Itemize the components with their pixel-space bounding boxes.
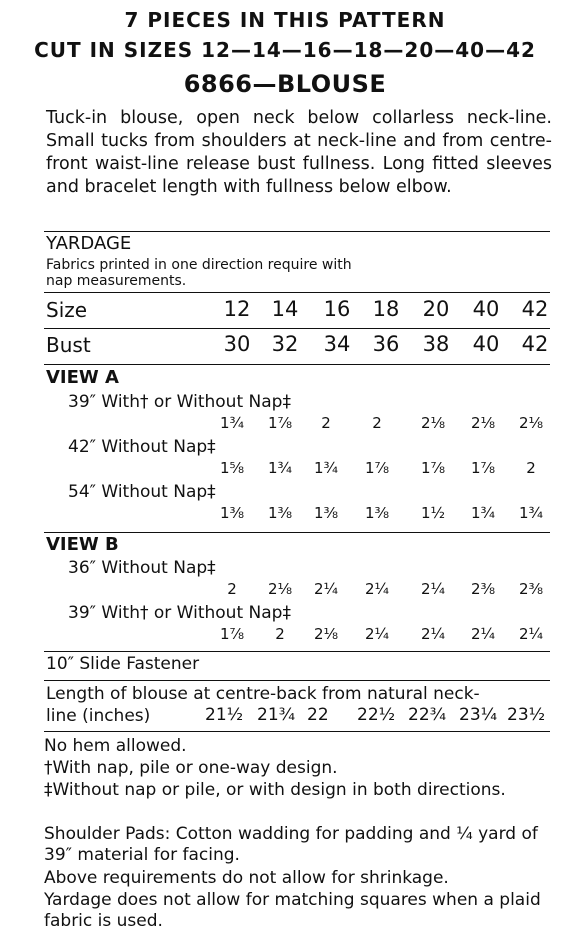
divider bbox=[44, 651, 550, 652]
yardage-cell: 2⅜ bbox=[518, 580, 544, 598]
size-cell: 20 bbox=[422, 297, 450, 321]
pattern-description: Tuck-in blouse, open neck below collarless neck-line. Small tucks from shoulders at neck-line and from centre-front waist-line release bust fullness. Long fitted sleeves and bracelet length with fullness below elbow. bbox=[46, 108, 552, 197]
yardage-cell: 2¼ bbox=[518, 625, 544, 643]
fabric-label: 42″ Without Nap‡ bbox=[68, 437, 216, 457]
length-label-line1: Length of blouse at centre-back from natural neck- bbox=[46, 684, 480, 704]
yardage-cell: 1⅞ bbox=[470, 459, 496, 477]
yardage-cell: 2⅛ bbox=[420, 414, 446, 432]
view-a-title: VIEW A bbox=[46, 367, 119, 388]
yardage-cell: 1⅜ bbox=[313, 504, 339, 522]
length-value: 22 bbox=[307, 705, 329, 725]
length-value: 23½ bbox=[507, 705, 546, 725]
yardage-cell: 1⅞ bbox=[267, 414, 293, 432]
length-value: 22¾ bbox=[408, 705, 447, 725]
yardage-cell: 2 bbox=[372, 414, 382, 432]
yardage-cell: 2 bbox=[227, 580, 237, 598]
yardage-cell: 2¼ bbox=[420, 625, 446, 643]
note-no-hem: No hem allowed. bbox=[44, 736, 187, 756]
bust-cell: 42 bbox=[521, 332, 549, 356]
length-value: 23¼ bbox=[459, 705, 498, 725]
fabric-label: 39″ With† or Without Nap‡ bbox=[68, 392, 291, 412]
note-without-nap: ‡Without nap or pile, or with design in both directions. bbox=[44, 780, 506, 800]
yardage-cell: 1⅞ bbox=[420, 459, 446, 477]
bust-cell: 30 bbox=[223, 332, 251, 356]
size-cell: 16 bbox=[323, 297, 351, 321]
length-value: 21½ bbox=[205, 705, 244, 725]
yardage-cell: 1⅞ bbox=[364, 459, 390, 477]
bust-cell: 40 bbox=[472, 332, 500, 356]
yardage-cell: 1¾ bbox=[219, 414, 245, 432]
yardage-cell: 2⅛ bbox=[470, 414, 496, 432]
yardage-cell: 1¾ bbox=[313, 459, 339, 477]
length-value: 21¾ bbox=[257, 705, 296, 725]
slide-fastener: 10″ Slide Fastener bbox=[46, 654, 200, 674]
yardage-cell: 2¼ bbox=[313, 580, 339, 598]
yardage-cell: 2 bbox=[526, 459, 536, 477]
yardage-cell: 2 bbox=[321, 414, 331, 432]
size-cell: 42 bbox=[521, 297, 549, 321]
yardage-cell: 2¼ bbox=[364, 625, 390, 643]
yardage-cell: 1⅜ bbox=[219, 504, 245, 522]
fabric-label: 39″ With† or Without Nap‡ bbox=[68, 603, 291, 623]
length-value: 22½ bbox=[357, 705, 396, 725]
yardage-cell: 2¼ bbox=[470, 625, 496, 643]
yardage-cell: 1¾ bbox=[518, 504, 544, 522]
size-cell: 18 bbox=[372, 297, 400, 321]
fabric-label: 54″ Without Nap‡ bbox=[68, 482, 216, 502]
yardage-cell: 1⅜ bbox=[267, 504, 293, 522]
fabric-label: 36″ Without Nap‡ bbox=[68, 558, 216, 578]
yardage-cell: 2⅜ bbox=[470, 580, 496, 598]
bust-label: Bust bbox=[46, 333, 91, 357]
yardage-note: Fabrics printed in one direction require with nap measurements. bbox=[46, 257, 352, 289]
yardage-cell: 1⅜ bbox=[364, 504, 390, 522]
bust-cell: 32 bbox=[271, 332, 299, 356]
yardage-cell: 2⅛ bbox=[313, 625, 339, 643]
yardage-cell: 1¾ bbox=[470, 504, 496, 522]
divider bbox=[44, 231, 550, 232]
divider bbox=[44, 680, 550, 681]
yardage-cell: 1½ bbox=[420, 504, 446, 522]
bust-cell: 38 bbox=[422, 332, 450, 356]
note-shrinkage: Above requirements do not allow for shrinkage. bbox=[44, 868, 449, 888]
size-cell: 12 bbox=[223, 297, 251, 321]
view-b-title: VIEW B bbox=[46, 534, 119, 555]
size-cell: 40 bbox=[472, 297, 500, 321]
yardage-cell: 2⅛ bbox=[518, 414, 544, 432]
divider bbox=[44, 731, 550, 732]
yardage-cell: 2⅛ bbox=[267, 580, 293, 598]
note-plaid: Yardage does not allow for matching squares when a plaid fabric is used. bbox=[44, 890, 541, 931]
yardage-cell: 2¼ bbox=[364, 580, 390, 598]
yardage-cell: 1⅞ bbox=[219, 625, 245, 643]
yardage-cell: 1⅝ bbox=[219, 459, 245, 477]
yardage-cell: 2 bbox=[275, 625, 285, 643]
yardage-title: YARDAGE bbox=[46, 233, 132, 254]
note-with-nap: †With nap, pile or one-way design. bbox=[44, 758, 338, 778]
length-label-line2: line (inches) bbox=[46, 706, 151, 726]
yardage-cell: 2¼ bbox=[420, 580, 446, 598]
divider bbox=[44, 364, 550, 365]
bust-cell: 34 bbox=[323, 332, 351, 356]
divider bbox=[44, 292, 550, 293]
pieces-heading: 7 PIECES IN THIS PATTERN bbox=[124, 8, 446, 32]
size-label: Size bbox=[46, 298, 88, 322]
divider bbox=[44, 532, 550, 533]
sizes-heading: CUT IN SIZES 12—14—16—18—20—40—42 bbox=[34, 38, 536, 62]
pattern-title: 6866—BLOUSE bbox=[183, 70, 387, 98]
size-cell: 14 bbox=[271, 297, 299, 321]
yardage-cell: 1¾ bbox=[267, 459, 293, 477]
bust-cell: 36 bbox=[372, 332, 400, 356]
note-shoulder-pads: Shoulder Pads: Cotton wadding for padding and ¼ yard of 39″ material for facing. bbox=[44, 824, 538, 865]
divider bbox=[44, 328, 550, 329]
